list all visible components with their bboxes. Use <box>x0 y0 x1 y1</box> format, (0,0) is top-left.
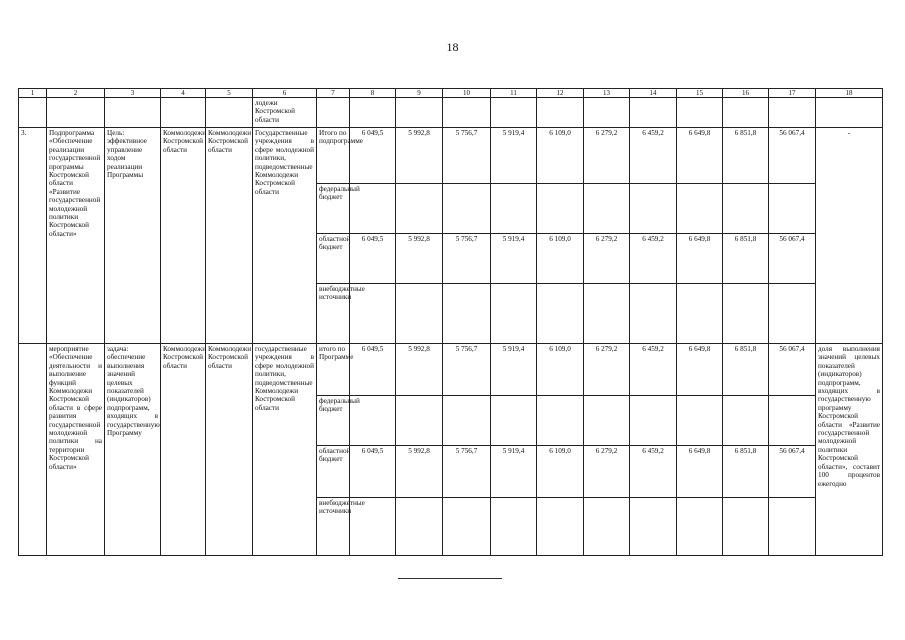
value-cell: 6 109,0 <box>537 344 584 396</box>
expected-result: доля выполнения значений целевых показателей (индикаторов) подпрограмм, входящих в государственную программу Костромской области «Развитие государственной молодежной политики Костромской области», составит 100 процентов ежегодно <box>816 344 883 556</box>
value-cell: 5 992,8 <box>396 446 443 498</box>
value-cell: 5 919,4 <box>491 446 537 498</box>
funding-source: внебюджетные источники <box>317 284 350 344</box>
col-header: 14 <box>630 89 677 98</box>
value-cell: 5 992,8 <box>396 344 443 396</box>
table-row <box>19 344 883 396</box>
funding-source: областной бюджет <box>317 234 350 284</box>
funding-source: федеральный бюджет <box>317 184 350 234</box>
value-cell: 5 919,4 <box>491 234 537 284</box>
value-cell: 5 756,7 <box>443 128 491 184</box>
col-header: 13 <box>584 89 630 98</box>
col-header: 7 <box>317 89 350 98</box>
coexecutor: Коммолодежи Костромской области <box>206 344 253 556</box>
col-header: 3 <box>105 89 161 98</box>
value-cell: 5 919,4 <box>491 344 537 396</box>
value-cell: 6 459,2 <box>630 344 677 396</box>
table-row <box>19 128 883 184</box>
value-cell: 6 851,8 <box>723 128 769 184</box>
value-cell: 6 049,5 <box>350 234 396 284</box>
value-cell: 5 992,8 <box>396 128 443 184</box>
col-header: 10 <box>443 89 491 98</box>
col-header: 9 <box>396 89 443 98</box>
value-cell: 6 049,5 <box>350 446 396 498</box>
value-cell: 6 049,5 <box>350 128 396 184</box>
col-header: 1 <box>19 89 47 98</box>
funding-source: внебюджетные источники <box>317 498 350 556</box>
value-cell: 6 851,8 <box>723 234 769 284</box>
value-cell: 6 851,8 <box>723 344 769 396</box>
value-cell: 56 067,4 <box>769 234 816 284</box>
col-header: 17 <box>769 89 816 98</box>
col-header: 18 <box>816 89 883 98</box>
col-header: 6 <box>253 89 317 98</box>
recipient: Государственные учреждения в сфере молодежной политики, подведомственные Коммолодежи Костромской области <box>253 128 317 344</box>
value-cell: 6 109,0 <box>537 446 584 498</box>
funding-source: областной бюджет <box>317 446 350 498</box>
value-cell: 56 067,4 <box>769 128 816 184</box>
value-cell: 6 649,8 <box>677 344 723 396</box>
value-cell: 6 279,2 <box>584 446 630 498</box>
col-header: 8 <box>350 89 396 98</box>
value-cell: 6 279,2 <box>584 344 630 396</box>
value-cell: 6 109,0 <box>537 234 584 284</box>
col-header: 16 <box>723 89 769 98</box>
value-cell: 56 067,4 <box>769 446 816 498</box>
activity-name: мероприятие «Обеспечение деятельности и выполнение функций Коммолодежи Костромской области в сфере развития государственной молодежной политики на территории Костромской области» <box>47 344 105 556</box>
executor: Коммолодежи Костромской области <box>161 344 206 556</box>
page-number: 18 <box>446 40 459 54</box>
value-cell: 5 756,7 <box>443 446 491 498</box>
value-cell: 6 649,8 <box>677 128 723 184</box>
funding-source: Итого по подпрограмме <box>317 128 350 184</box>
col-header: 2 <box>47 89 105 98</box>
value-cell: 5 756,7 <box>443 344 491 396</box>
expected-result: - <box>816 128 883 344</box>
value-cell: 6 459,2 <box>630 128 677 184</box>
value-cell: 6 279,2 <box>584 128 630 184</box>
footnote-separator <box>398 578 502 579</box>
value-cell: 6 279,2 <box>584 234 630 284</box>
subprogram-name: Подпрограмма «Обеспечение реализации государственной программы Костромской области «Развитие государственной молодежной политики Костромской области» <box>47 128 105 344</box>
executor: Коммолодежи Костромской области <box>161 128 206 344</box>
recipient: государственные учреждения в сфере молодежной политики, подведомственные Коммолодежи Костромской области <box>253 344 317 556</box>
value-cell: 56 067,4 <box>769 344 816 396</box>
continuation-row <box>19 98 883 128</box>
coexecutor: Коммолодежи Костромской области <box>206 128 253 344</box>
value-cell: 5 992,8 <box>396 234 443 284</box>
value-cell: 5 919,4 <box>491 128 537 184</box>
task-text: задача: обеспечение выполнения значений целевых показателей (индикаторов) подпрограмм, входящих в государственную Программу <box>105 344 161 556</box>
row-number <box>19 344 47 556</box>
goal-text: Цель: эффективное управление ходом реализации Программы <box>105 128 161 344</box>
row-number: 3. <box>19 128 47 344</box>
value-cell: 6 459,2 <box>630 234 677 284</box>
value-cell: 6 109,0 <box>537 128 584 184</box>
header-row <box>19 89 883 98</box>
col-header: 12 <box>537 89 584 98</box>
continuation-recipient: лодежи Костромской области <box>253 98 317 128</box>
value-cell: 6 649,8 <box>677 446 723 498</box>
value-cell: 6 851,8 <box>723 446 769 498</box>
budget-table <box>18 88 883 556</box>
value-cell: 6 049,5 <box>350 344 396 396</box>
value-cell: 5 756,7 <box>443 234 491 284</box>
col-header: 15 <box>677 89 723 98</box>
value-cell: 6 459,2 <box>630 446 677 498</box>
col-header: 5 <box>206 89 253 98</box>
funding-source: федеральный бюджет <box>317 396 350 446</box>
col-header: 4 <box>161 89 206 98</box>
col-header: 11 <box>491 89 537 98</box>
funding-source: итого по Программе <box>317 344 350 396</box>
value-cell: 6 649,8 <box>677 234 723 284</box>
